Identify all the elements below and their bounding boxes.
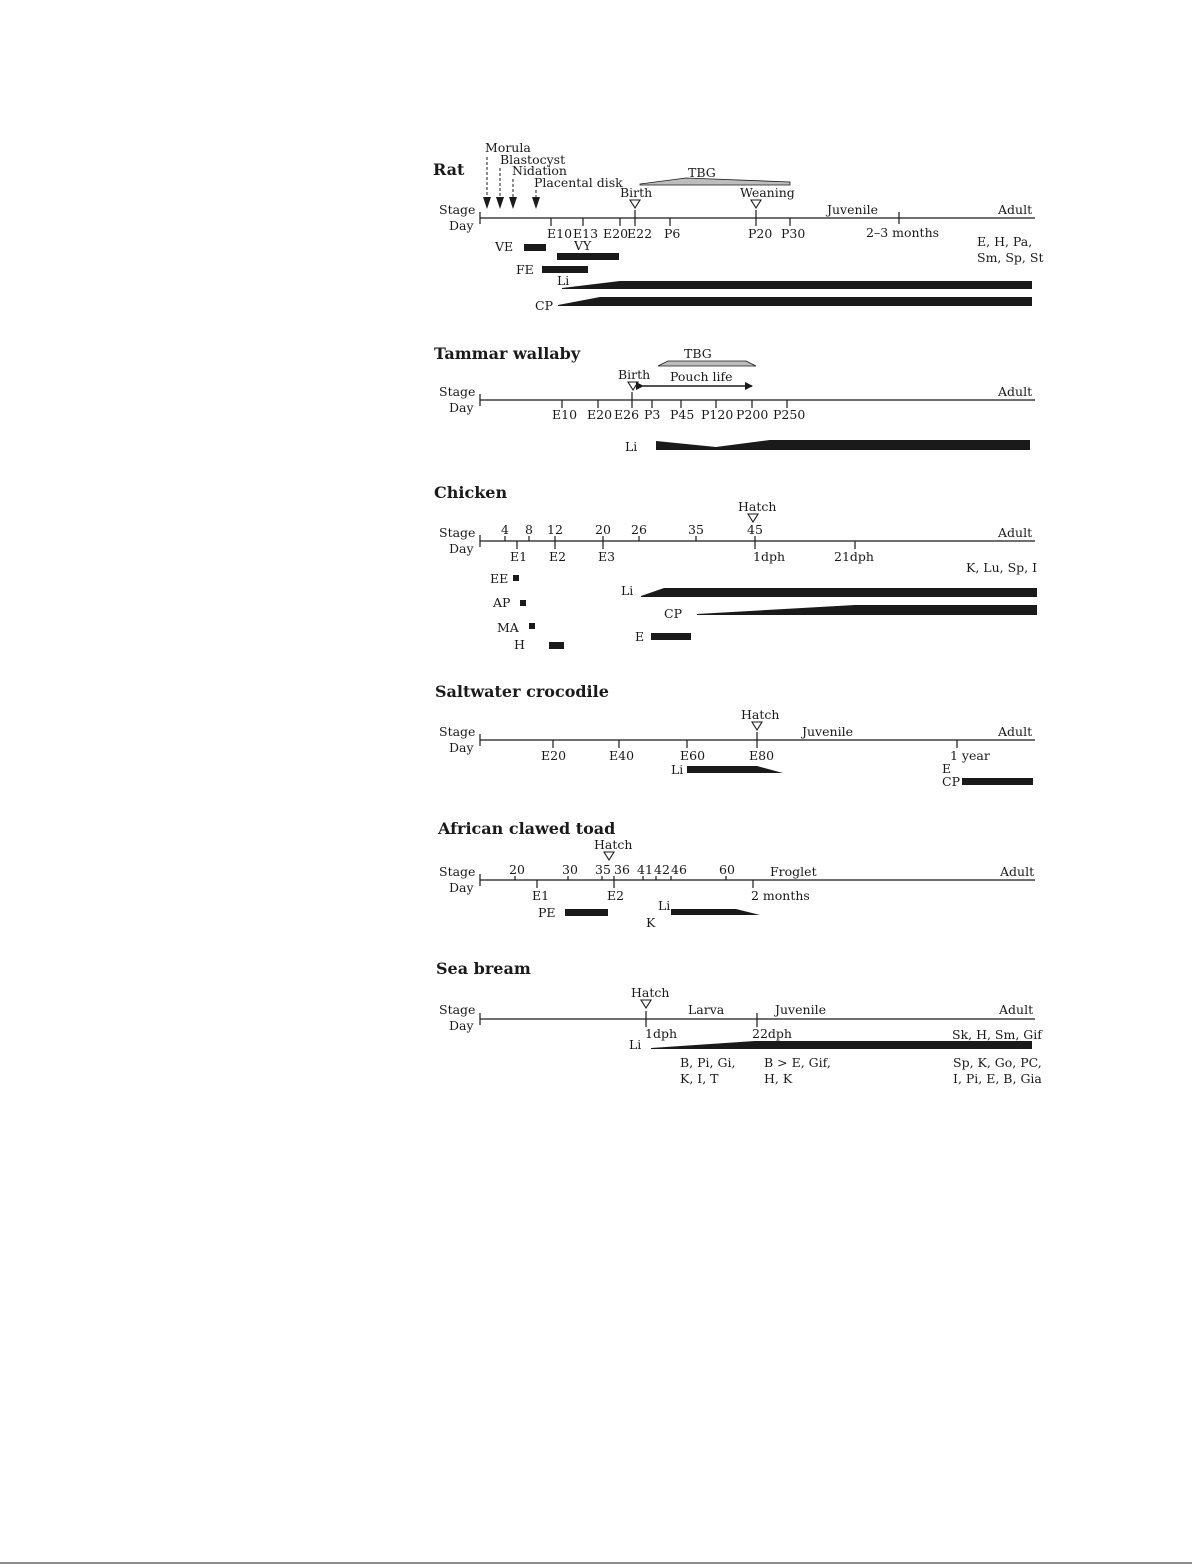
stage-larva: Larva [688,1002,725,1017]
larva-tissues-line1: B, Pi, Gi, [680,1055,736,1070]
stage-axis-label: Stage [439,864,476,879]
day-axis-label: Day [449,740,474,755]
day-axis-label: Day [449,880,474,895]
stage-adult: Adult [998,724,1033,739]
event-hatch: Hatch [631,985,670,1000]
juvenile-tissues-line1: B > E, Gif, [764,1055,831,1070]
tick-label: E10 [547,226,573,241]
tick-label: 22dph [752,1026,792,1041]
tissue-label-cp: CP [942,774,960,789]
stage-adult: Adult [998,525,1033,540]
tick-label: 1dph [753,549,786,564]
day-axis-label: Day [449,400,474,415]
juvenile-tissues-line2: H, K [764,1071,793,1086]
tick-label: E40 [609,748,635,763]
event-hatch: Hatch [741,707,780,722]
adult-tissues-line1: Sk, H, Sm, Gif [952,1027,1042,1042]
adult-tissues-line2: Sp, K, Go, PC, [953,1055,1042,1070]
stage-tick-label: 8 [525,522,533,537]
tick-label: 2–3 months [866,225,940,240]
tissue-label-li: Li [658,898,671,913]
tick-label: E22 [627,226,653,241]
stage-tick-label: 36 [614,862,630,877]
tissue-label-fe: FE [516,262,534,277]
stage-tick-label: 35 [595,862,611,877]
panel-tammar-wallaby [434,344,1035,454]
tick-label: E20 [603,226,629,241]
day-axis-label: Day [449,218,474,233]
tissue-bar-li [656,440,1030,450]
adult-tissues-line1: E, H, Pa, [977,234,1033,249]
tick-label: P30 [781,226,806,241]
tissue-bar-ve [524,244,546,251]
tissue-bar-ap [520,600,526,606]
stage-adult: Adult [999,1002,1034,1017]
panel-saltwater-crocodile [435,682,1035,789]
stage-adult: Adult [1000,864,1035,879]
tissue-label-pe: PE [538,905,556,920]
tissue-bar-ma [529,623,535,629]
tissue-label-k: K [646,915,656,930]
tissue-label-e: E [942,761,952,776]
tissue-bar-cp [962,778,1033,785]
panel-title: Sea bream [436,959,531,978]
larva-tissues-line2: K, I, T [680,1071,719,1086]
stage-axis-label: Stage [439,384,476,399]
hatch-marker [641,1000,651,1008]
blastocyst-arrowhead [496,197,504,209]
tissue-label-vy: VY [574,238,592,253]
stage-tick-label: 42 [654,862,670,877]
stage-tick-label: 45 [747,522,763,537]
tick-label: 2 months [751,888,810,903]
tissue-label-li: Li [557,273,570,288]
tissue-label-li: Li [629,1037,642,1052]
tick-label: P3 [644,407,661,422]
panel-chicken [434,483,1037,652]
panel-rat [433,140,1043,313]
tissue-bar-vy [557,253,619,260]
stage-adult: Adult [998,202,1033,217]
tissue-bar-li [641,588,1037,597]
tissue-bar-li [651,1041,1032,1049]
tissue-bar-li [687,766,783,773]
adult-tissues: K, Lu, Sp, I [966,560,1038,575]
tissue-label-ma: MA [497,620,519,635]
tissue-label-cp: CP [664,606,682,621]
tissue-label-li: Li [625,439,638,454]
stage-tick-label: 26 [631,522,647,537]
tissue-label-li: Li [621,583,634,598]
tissue-label-ve: VE [495,239,514,254]
stage-juvenile: Juvenile [802,724,853,739]
adult-tissues-line3: I, Pi, E, B, Gia [953,1071,1042,1086]
tick-label: E20 [541,748,567,763]
day-axis-label: Day [449,541,474,556]
tissue-bar-cp [697,605,1037,615]
event-birth: Birth [618,367,651,382]
panel-title: Saltwater crocodile [435,682,609,701]
tissue-bar-ee [513,575,519,581]
birth-marker [630,200,640,208]
stage-adult: Adult [998,384,1033,399]
tick-label: E3 [598,549,616,564]
event-blastocyst: Blastocyst [500,152,566,167]
stage-juvenile: Juvenile [827,202,878,217]
hatch-marker [604,852,614,860]
day-axis-label: Day [449,1018,474,1033]
tick-label: E80 [749,748,775,763]
morula-arrowhead [483,197,491,209]
tissue-bar-cp [558,297,1032,306]
tissue-bar-h [549,642,564,649]
tissue-label-ee: EE [490,571,509,586]
tissue-label-h: H [514,637,525,652]
stage-axis-label: Stage [439,724,476,739]
stage-tick-label: 35 [688,522,704,537]
tick-label: P20 [748,226,773,241]
tick-label: P120 [701,407,734,422]
event-weaning: Weaning [740,185,795,200]
stage-tick-label: 12 [547,522,563,537]
panel-title: Chicken [434,483,508,502]
tissue-bar-e [651,633,691,640]
tick-label: P200 [736,407,769,422]
tissue-bar-li [671,909,760,915]
tick-label: 1dph [645,1026,678,1041]
stage-axis-label: Stage [439,1002,476,1017]
stage-tick-label: 30 [562,862,578,877]
hatch-marker [752,722,762,730]
tick-label: E10 [552,407,578,422]
stage-axis-label: Stage [439,202,476,217]
stage-tick-label: 20 [509,862,525,877]
hatch-marker [748,514,758,522]
stage-tick-label: 4 [501,522,509,537]
tick-label: E1 [510,549,528,564]
stage-axis-label: Stage [439,525,476,540]
tick-label: P250 [773,407,806,422]
panel-title: Rat [433,160,465,179]
tick-label: E1 [532,888,550,903]
tick-label: 1 year [950,748,990,763]
tick-label: E13 [573,226,599,241]
tick-label: E60 [680,748,706,763]
stage-tick-label: 60 [719,862,735,877]
birth-marker [628,382,638,390]
panel-sea-bream [436,959,1043,1086]
tick-label: E20 [587,407,613,422]
weaning-marker [751,200,761,208]
tissue-label-li: Li [671,762,684,777]
placental-disk-arrowhead [532,197,540,209]
stage-tick-label: 46 [671,862,687,877]
stage-tick-label: 41 [637,862,653,877]
panel-title: Tammar wallaby [434,344,581,363]
tbg-profile [658,361,756,366]
tick-label: P6 [664,226,681,241]
event-placental-disk: Placental disk [534,175,623,190]
tick-label: P45 [670,407,695,422]
tissue-bar-fe [542,266,588,273]
tbg-label: TBG [688,165,716,180]
event-hatch: Hatch [738,499,777,514]
adult-tissues-line2: Sm, Sp, St [977,250,1044,265]
tissue-bar-li [562,281,1032,289]
event-birth: Birth [620,185,653,200]
tick-label: E2 [607,888,625,903]
stage-froglet: Froglet [770,864,817,879]
tissue-label-e: E [635,629,645,644]
tick-label: 21dph [834,549,874,564]
panel-title: African clawed toad [438,819,616,838]
tissue-label-cp: CP [535,298,553,313]
tick-label: E26 [614,407,640,422]
event-hatch: Hatch [594,837,633,852]
event-pouch-life: Pouch life [670,369,733,384]
nidation-arrowhead [509,197,517,209]
stage-juvenile: Juvenile [775,1002,826,1017]
tissue-bar-pe [565,909,608,916]
stage-tick-label: 20 [595,522,611,537]
event-nidation: Nidation [512,163,567,178]
event-morula: Morula [485,140,531,155]
tick-label: E2 [549,549,567,564]
panel-african-clawed-toad [437,819,1035,930]
tissue-label-ap: AP [493,595,511,610]
tbg-label: TBG [684,346,712,361]
